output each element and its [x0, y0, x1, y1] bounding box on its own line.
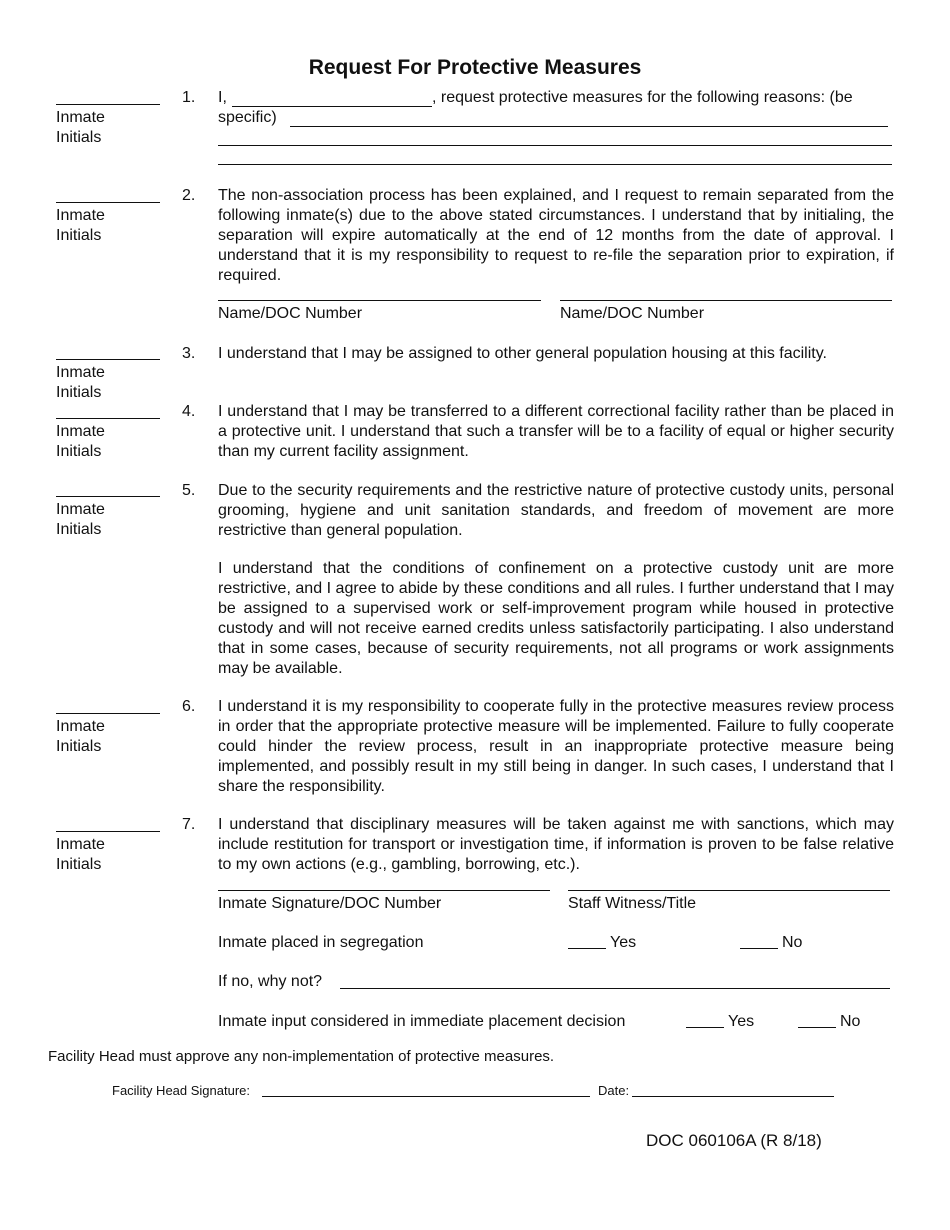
name-doc-line-2[interactable]	[560, 300, 892, 301]
initials-blank-2[interactable]	[56, 202, 160, 203]
item-number-3: 3.	[182, 345, 196, 362]
staff-witness-label: Staff Witness/Title	[568, 895, 697, 912]
item-number-1: 1.	[182, 89, 196, 106]
input-no-label: No	[840, 1013, 861, 1030]
item-5-text-continued: I understand that the conditions of confinement on a protective custody unit are more restrictive, and I agree to abide by these conditions and all rules. I further understand that I may be assigned to a supervised work or self-improvement program while housed in protective custody and will not receive earned credits unless satisfactorily participating. I also understand that in some cases, because of security requirements, not all programs or work assignments may be available.	[218, 560, 894, 677]
initials-blank-1[interactable]	[56, 104, 160, 105]
input-yes-label: Yes	[728, 1013, 755, 1030]
initials-label-7: Inmate Initials	[56, 836, 105, 873]
initials-blank-5[interactable]	[56, 496, 160, 497]
item-number-7: 7.	[182, 816, 196, 833]
facility-signature-line[interactable]	[262, 1096, 590, 1097]
item-7-text: I understand that disciplinary measures will be taken against me with sanctions, which may include restitution for transport or investigation time, if information is proven to be false relative to my own actions (e.g., gambling, borrowing, etc.).	[218, 816, 894, 873]
item-number-4: 4.	[182, 403, 196, 420]
initials-blank-4[interactable]	[56, 418, 160, 419]
form-number: DOC 060106A (R 8/18)	[646, 1131, 822, 1150]
input-yes-blank[interactable]	[686, 1027, 724, 1028]
item-1-pre: I,	[218, 89, 227, 106]
initials-label-2: Inmate Initials	[56, 207, 105, 244]
initials-label-5: Inmate Initials	[56, 501, 105, 538]
item-6-text: I understand it is my responsibility to cooperate fully in the protective measures review process in order that the appropriate protective measure will be implemented. Failure to fully cooperate could hinder the review process, result in an inappropriate protective measure being implemented, and possibly result in my still being in danger. In such cases, I understand that I share the responsibility.	[218, 698, 894, 795]
item-1-post: , request protective measures for the following reasons: (be	[432, 89, 853, 106]
initials-label-6: Inmate Initials	[56, 718, 105, 755]
segregation-yes-label: Yes	[610, 934, 637, 951]
item-number-6: 6.	[182, 698, 196, 715]
input-considered-label: Inmate input considered in immediate placement decision	[218, 1013, 626, 1030]
facility-note: Facility Head must approve any non-implementation of protective measures.	[48, 1048, 555, 1065]
if-no-reason-line[interactable]	[340, 988, 890, 989]
item-1-specific: specific)	[218, 109, 277, 126]
item-3-text: I understand that I may be assigned to other general population housing at this facility.	[218, 345, 827, 362]
item-5-text: Due to the security requirements and the restrictive nature of protective custody units, personal grooming, hygiene and unit sanitation standards, and freedom of movement are more restrictive than general population.	[218, 482, 894, 539]
initials-blank-7[interactable]	[56, 831, 160, 832]
segregation-yes-blank[interactable]	[568, 948, 606, 949]
reason-line-2[interactable]	[218, 145, 892, 146]
inmate-signature-line[interactable]	[218, 890, 550, 891]
item-number-5: 5.	[182, 482, 196, 499]
page-title: Request For Protective Measures	[308, 56, 642, 79]
initials-label-4: Inmate Initials	[56, 423, 105, 460]
name-doc-label-1: Name/DOC Number	[218, 305, 363, 322]
reason-line-1[interactable]	[290, 126, 888, 127]
segregation-no-blank[interactable]	[740, 948, 778, 949]
facility-signature-label: Facility Head Signature:	[112, 1083, 251, 1098]
date-line[interactable]	[632, 1096, 834, 1097]
name-doc-label-2: Name/DOC Number	[560, 305, 705, 322]
initials-blank-3[interactable]	[56, 359, 160, 360]
initials-blank-6[interactable]	[56, 713, 160, 714]
inmate-signature-label: Inmate Signature/DOC Number	[218, 895, 442, 912]
initials-label-1: Inmate Initials	[56, 109, 105, 146]
if-no-label: If no, why not?	[218, 973, 323, 990]
segregation-label: Inmate placed in segregation	[218, 934, 424, 951]
item-4-text: I understand that I may be transferred to a different correctional facility rather than be placed in a protective unit. I understand that such a transfer will be to a facility of equal or higher security than my current facility assignment.	[218, 403, 894, 460]
name-doc-line-1[interactable]	[218, 300, 541, 301]
date-label: Date:	[598, 1083, 630, 1098]
reason-line-3[interactable]	[218, 164, 892, 165]
item-2-text: The non-association process has been explained, and I request to remain separated from the following inmate(s) due to the above stated circumstances. I understand that by initialing, the separation will expire automatically at the end of 12 months from the date of approval. I understand that it is my responsibility to request to re-file the separation prior to expiration, if required.	[218, 187, 894, 284]
name-blank[interactable]	[232, 106, 432, 107]
staff-witness-line[interactable]	[568, 890, 890, 891]
item-number-2: 2.	[182, 187, 196, 204]
initials-label-3: Inmate Initials	[56, 364, 105, 401]
segregation-no-label: No	[782, 934, 803, 951]
input-no-blank[interactable]	[798, 1027, 836, 1028]
